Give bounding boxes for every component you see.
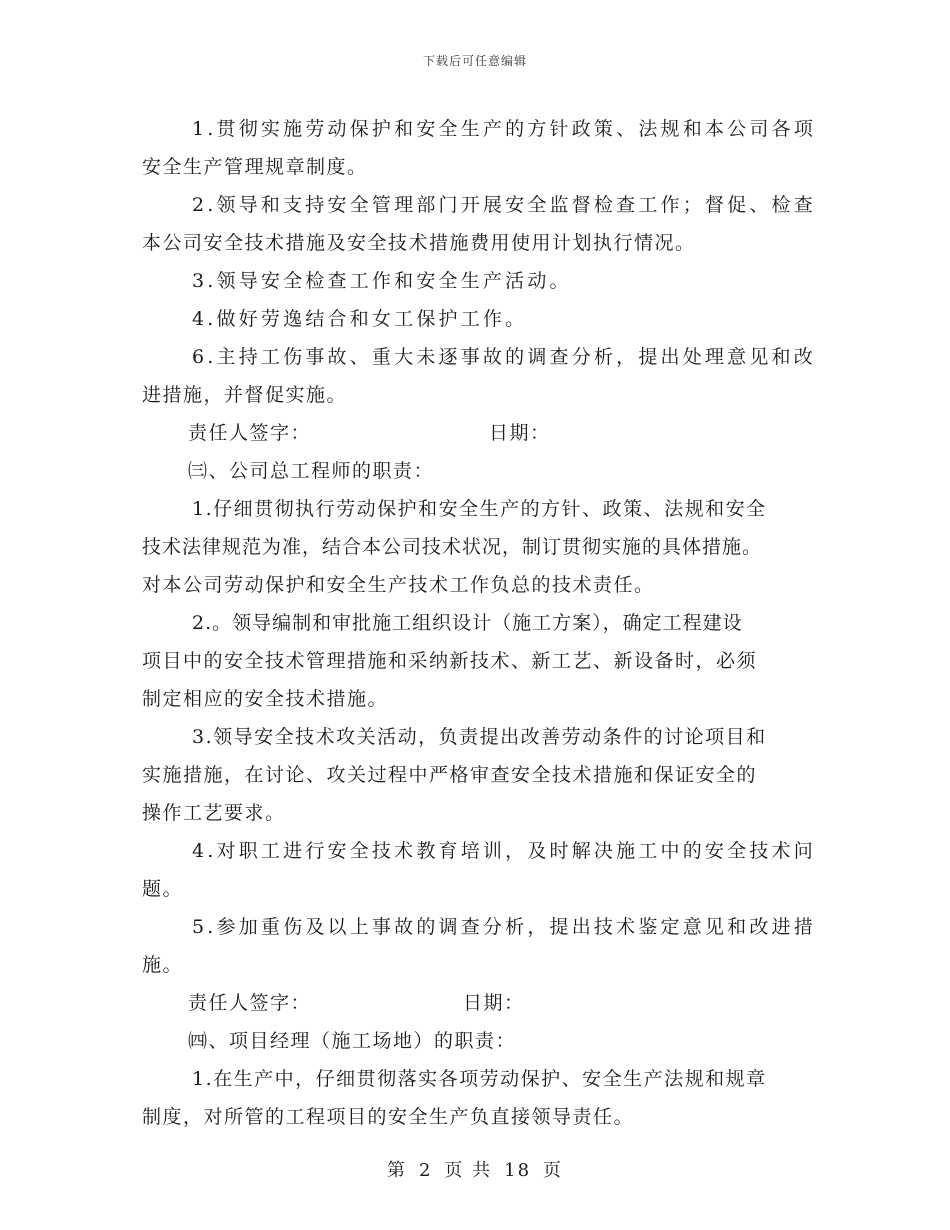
signature-row — [142, 984, 810, 1022]
paragraph-line: 对本公司劳动保护和安全生产技术工作负总的技术责任。 — [142, 574, 655, 596]
section-heading: ㈢、公司总工程师的职责： — [188, 460, 435, 482]
paragraph-line: 1.在生产中，仔细贯彻落实各项劳动保护、安全生产法规和规章 — [192, 1068, 767, 1090]
footer-prefix: 第 — [386, 1160, 407, 1181]
signature-label: 责任人签字： — [188, 992, 312, 1014]
paragraph-line: 1.贯彻实施劳动保护和安全生产的方针政策、法规和本公司各项 — [192, 118, 816, 140]
date-label: 日期： — [489, 422, 551, 444]
paragraph-line: 4.做好劳逸结合和女工保护工作。 — [192, 308, 528, 330]
paragraph-line: 本公司安全技术措施及安全技术措施费用使用计划执行情况。 — [142, 232, 696, 254]
footer-mid: 页 共 — [444, 1160, 493, 1181]
paragraph-line: 安全生产管理规章制度。 — [142, 156, 368, 178]
paragraph-line: 5.参加重伤及以上事故的调查分析，提出技术鉴定意见和改进措 — [192, 916, 816, 938]
page-header: 下载后可任意编辑 — [422, 54, 527, 68]
paragraph-line: 操作工艺要求。 — [142, 802, 286, 824]
page-footer — [0, 1156, 950, 1182]
footer-suffix: 页 — [543, 1160, 564, 1181]
paragraph-line: 项目中的安全技术管理措施和采纳新技术、新工艺、新设备时，必须 — [142, 650, 758, 672]
paragraph-line: 4.对职工进行安全技术教育培训，及时解决施工中的安全技术问 — [192, 840, 816, 862]
paragraph-line: 2.。领导编制和审批施工组织设计（施工方案），确定工程建设 — [192, 612, 743, 634]
paragraph-line: 技术法律规范为准，结合本公司技术状况，制订贯彻实施的具体措施。 — [142, 536, 763, 558]
paragraph-line: 制度，对所管的工程项目的安全生产负直接领导责任。 — [142, 1106, 635, 1128]
paragraph-line: 实施措施，在讨论、攻关过程中严格审查安全技术措施和保证安全的 — [142, 764, 758, 786]
signature-row — [142, 414, 810, 452]
paragraph-line: 制定相应的安全技术措施。 — [142, 688, 389, 710]
paragraph-line: 进措施，并督促实施。 — [142, 384, 348, 406]
page-number: 2 — [418, 1160, 433, 1181]
paragraph-line: 题。 — [142, 878, 184, 900]
signature-label: 责任人签字： — [188, 422, 312, 444]
total-pages: 18 — [504, 1160, 532, 1181]
paragraph-line: 3.领导安全检查工作和安全生产活动。 — [192, 270, 572, 292]
section-heading: ㈣、项目经理（施工场地）的职责： — [188, 1030, 517, 1052]
paragraph-line: 施。 — [142, 954, 184, 976]
paragraph-line: 1.仔细贯彻执行劳动保护和安全生产的方针、政策、法规和安全 — [192, 498, 767, 520]
paragraph-line: 2.领导和支持安全管理部门开展安全监督检查工作；督促、检查 — [192, 194, 816, 216]
paragraph-line: 6.主持工伤事故、重大未逐事故的调查分析，提出处理意见和改 — [192, 346, 816, 368]
document-body — [142, 110, 816, 1136]
paragraph-line: 3.领导安全技术攻关活动，负责提出改善劳动条件的讨论项目和 — [192, 726, 767, 748]
date-label: 日期： — [463, 992, 525, 1014]
